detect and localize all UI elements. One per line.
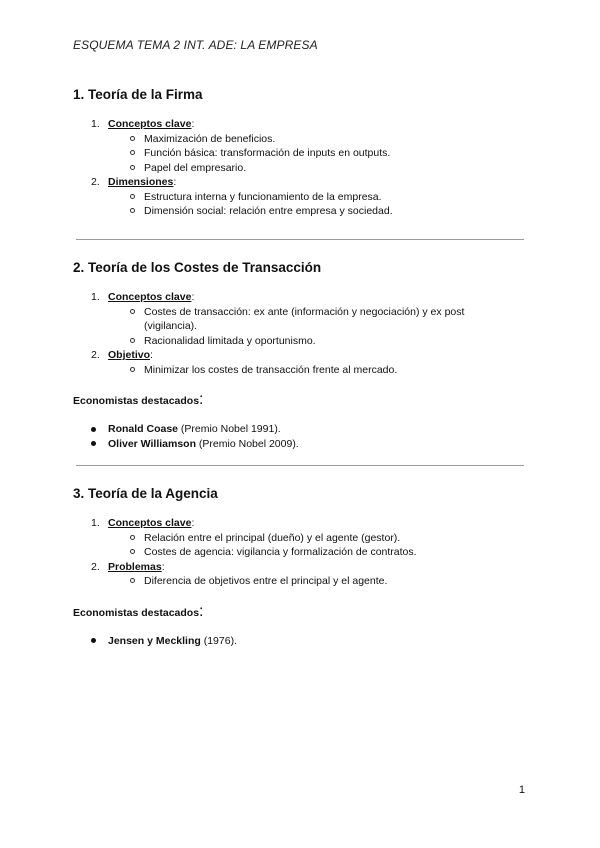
sub-item: Costes de agencia: vigilancia y formalización de contratos. bbox=[108, 545, 533, 560]
sub-item: Diferencia de objetivos entre el principal y el agente. bbox=[108, 574, 533, 589]
list-number: 2. bbox=[91, 176, 100, 188]
numbered-list bbox=[73, 117, 533, 219]
economist-item: Oliver Williamson (Premio Nobel 2009). bbox=[73, 437, 533, 452]
item-label: Objetivo bbox=[108, 349, 151, 361]
circle-bullet-icon bbox=[130, 535, 135, 540]
sub-item: Maximización de beneficios. bbox=[108, 132, 533, 147]
sub-item: Dimensión social: relación entre empresa y sociedad. bbox=[108, 204, 533, 219]
list-item: 1. Conceptos clave: Costes de transacción: ex ante (información y negociación) y ex post (vigilancia). Racionalidad limitada y oportunismo. bbox=[73, 290, 533, 348]
circle-bullet-icon bbox=[130, 208, 135, 213]
section-title: 3. Teoría de la Agencia bbox=[73, 486, 218, 501]
economists-heading: Economistas destacados: bbox=[73, 391, 204, 408]
horizontal-divider bbox=[76, 239, 524, 240]
list-number: 2. bbox=[91, 560, 100, 573]
horizontal-divider bbox=[76, 465, 524, 466]
item-label: Dimensiones bbox=[108, 176, 174, 188]
document-header: ESQUEMA TEMA 2 INT. ADE: LA EMPRESA bbox=[73, 38, 318, 52]
numbered-list bbox=[73, 516, 533, 589]
list-number: 1. bbox=[91, 517, 100, 529]
sub-item: Costes de transacción: ex ante (información y negociación) y ex post (vigilancia). bbox=[108, 305, 493, 334]
section-title: 1. Teoría de la Firma bbox=[73, 87, 203, 102]
list-item: 2. Dimensiones: Estructura interna y funcionamiento de la empresa. Dimensión social: relación entre empresa y sociedad. bbox=[73, 175, 533, 219]
circle-bullet-icon bbox=[130, 194, 135, 199]
circle-bullet-icon bbox=[130, 338, 135, 343]
sub-list bbox=[108, 305, 493, 349]
list-item: 2. Problemas: Diferencia de objetivos entre el principal y el agente. bbox=[73, 560, 533, 589]
sub-item: Papel del empresario. bbox=[108, 161, 533, 176]
circle-bullet-icon bbox=[130, 150, 135, 155]
section-title: 2. Teoría de los Costes de Transacción bbox=[73, 260, 322, 275]
item-label: Conceptos clave bbox=[108, 291, 192, 303]
sub-item: Relación entre el principal (dueño) y el agente (gestor). bbox=[108, 531, 533, 546]
economists-heading: Economistas destacados: bbox=[73, 602, 204, 620]
list-number: 1. bbox=[91, 118, 100, 130]
section-teoria-agencia bbox=[73, 486, 533, 648]
numbered-list bbox=[73, 290, 533, 377]
section-teoria-firma bbox=[73, 87, 533, 219]
economist-item: Jensen y Meckling (1976). bbox=[73, 634, 533, 649]
sub-list bbox=[108, 531, 533, 560]
economists-list bbox=[73, 634, 533, 649]
sub-list bbox=[108, 574, 533, 589]
list-item: 1. Conceptos clave: Maximización de beneficios. Función básica: transformación de inputs en outputs. Papel del empresario. bbox=[73, 117, 533, 175]
sub-item: Función básica: transformación de inputs en outputs. bbox=[108, 146, 533, 161]
sub-item: Minimizar los costes de transacción frente al mercado. bbox=[108, 363, 533, 378]
sub-list bbox=[108, 363, 533, 378]
economist-item: Ronald Coase (Premio Nobel 1991). bbox=[73, 422, 533, 437]
economists-list bbox=[73, 422, 533, 451]
bullet-icon bbox=[91, 427, 96, 432]
section-costes-transaccion bbox=[73, 260, 533, 451]
list-number: 1. bbox=[91, 291, 100, 303]
circle-bullet-icon bbox=[130, 165, 135, 170]
sub-list bbox=[108, 190, 533, 219]
circle-bullet-icon bbox=[130, 549, 135, 554]
page-number: 1 bbox=[518, 784, 525, 796]
item-label: Problemas bbox=[108, 560, 162, 573]
sub-list bbox=[108, 132, 533, 176]
list-number: 2. bbox=[91, 349, 100, 361]
circle-bullet-icon bbox=[130, 367, 135, 372]
sub-item: Estructura interna y funcionamiento de la empresa. bbox=[108, 190, 533, 205]
circle-bullet-icon bbox=[130, 136, 135, 141]
bullet-icon bbox=[91, 638, 96, 643]
list-item: 2. Objetivo: Minimizar los costes de transacción frente al mercado. bbox=[73, 348, 533, 377]
sub-item: Racionalidad limitada y oportunismo. bbox=[108, 334, 493, 349]
item-label: Conceptos clave bbox=[108, 118, 192, 130]
bullet-icon bbox=[91, 441, 96, 446]
circle-bullet-icon bbox=[130, 309, 135, 314]
circle-bullet-icon bbox=[130, 578, 135, 583]
list-item: 1. Conceptos clave: Relación entre el principal (dueño) y el agente (gestor). Costes de agencia: vigilancia y formalización de contratos. bbox=[73, 516, 533, 560]
item-label: Conceptos clave bbox=[108, 517, 192, 529]
